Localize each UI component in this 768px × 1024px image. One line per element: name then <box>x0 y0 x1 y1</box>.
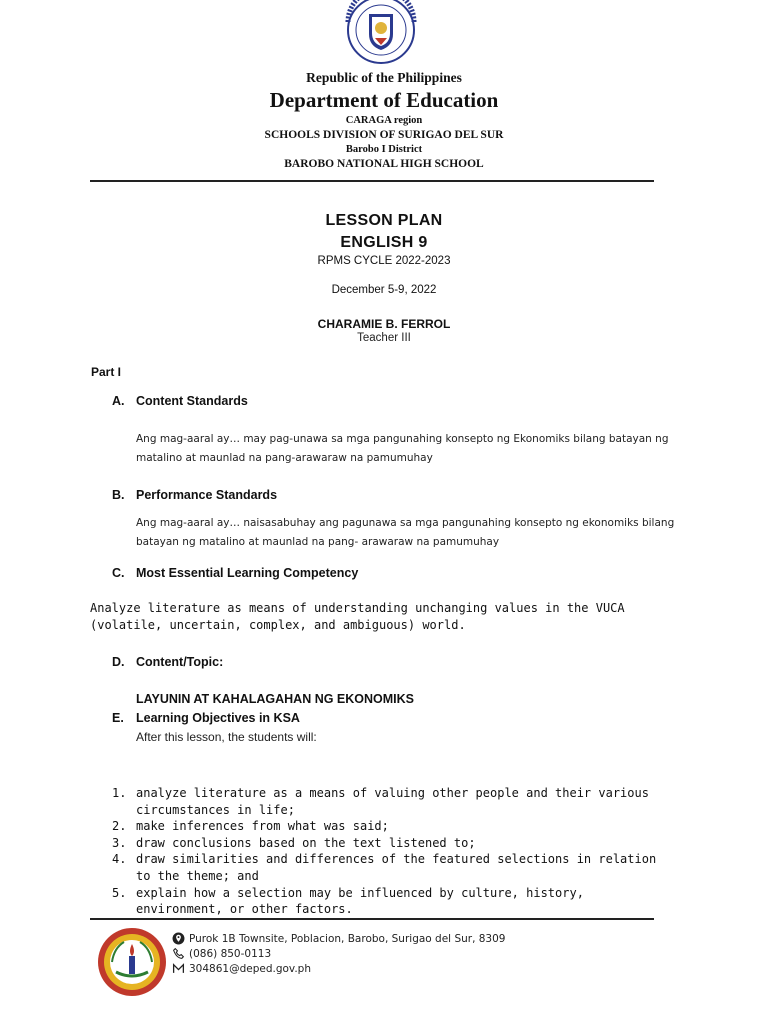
learning-objectives-heading: Learning Objectives in KSA <box>136 711 300 725</box>
section-b-letter: B. <box>112 488 125 502</box>
division-heading: SCHOOLS DIVISION OF SURIGAO DEL SUR <box>264 129 504 141</box>
section-c-letter: C. <box>112 566 125 580</box>
section-e-letter: E. <box>112 711 124 725</box>
document-title: LESSON PLAN <box>325 212 443 229</box>
learning-objectives-intro: After this lesson, the students will: <box>136 730 317 744</box>
mail-icon <box>172 962 185 975</box>
teacher-name: CHARAMIE B. FERROL <box>317 317 451 331</box>
list-item: 1. analyze literature as a means of valuing other people and their various circumstances in life; <box>112 786 649 817</box>
footer-phone: (086) 850-0113 <box>172 947 271 960</box>
school-heading: BAROBO NATIONAL HIGH SCHOOL <box>284 158 484 170</box>
melc-text: Analyze literature as means of understanding unchanging values in the VUCA (volatile, uncertain, complex, and ambiguous) world. <box>90 601 625 632</box>
phone-icon <box>172 947 185 960</box>
footer-email: 304861@deped.gov.ph <box>172 962 311 975</box>
section-d-letter: D. <box>112 655 125 669</box>
melc-heading: Most Essential Learning Competency <box>136 566 359 580</box>
performance-standards-text: Ang mag-aaral ay… naisasabuhay ang pagunawa sa mga pangunahing konsepto ng ekonomiks bilang batayan ng matalino at maunlad na pang- arawaraw na pamumuhay <box>136 517 675 548</box>
rpms-cycle: RPMS CYCLE 2022-2023 <box>317 255 451 267</box>
footer-address: Purok 1B Townsite, Poblacion, Barobo, Surigao del Sur, 8309 <box>172 932 505 945</box>
list-item: 5. explain how a selection may be influenced by culture, history, environment, or other factors. <box>112 885 584 917</box>
section-a-letter: A. <box>112 394 125 408</box>
performance-standards-heading: Performance Standards <box>136 488 278 502</box>
learning-objectives-list <box>112 785 657 918</box>
district-heading: Barobo I District <box>345 144 423 155</box>
department-heading: Department of Education <box>269 88 499 112</box>
region-heading: CARAGA region <box>345 115 423 126</box>
content-topic-heading: Content/Topic: <box>136 655 224 669</box>
lesson-date: December 5-9, 2022 <box>331 284 437 296</box>
header-divider <box>90 180 654 182</box>
location-icon <box>172 932 185 945</box>
teacher-position: Teacher III <box>357 332 411 344</box>
subject-title: ENGLISH 9 <box>340 234 428 251</box>
deped-seal-logo <box>342 0 420 64</box>
school-logo <box>96 926 168 998</box>
footer-divider <box>90 918 654 920</box>
republic-heading: Republic of the Philippines <box>306 70 462 85</box>
part-label: Part I <box>91 365 122 379</box>
list-item: 3. draw conclusions based on the text listened to; <box>112 835 476 850</box>
list-item: 2. make inferences from what was said; <box>112 819 389 834</box>
content-standards-heading: Content Standards <box>136 394 248 408</box>
list-item: 4. draw similarities and differences of the featured selections in relation to the theme; and <box>112 852 657 883</box>
content-standards-text: Ang mag-aaral ay… may pag-unawa sa mga pangunahing konsepto ng Ekonomiks bilang batayan ng matalino at maunlad na pang-arawaraw na pamumuhay <box>136 433 669 464</box>
content-topic-text: LAYUNIN AT KAHALAGAHAN NG EKONOMIKS <box>136 692 415 706</box>
